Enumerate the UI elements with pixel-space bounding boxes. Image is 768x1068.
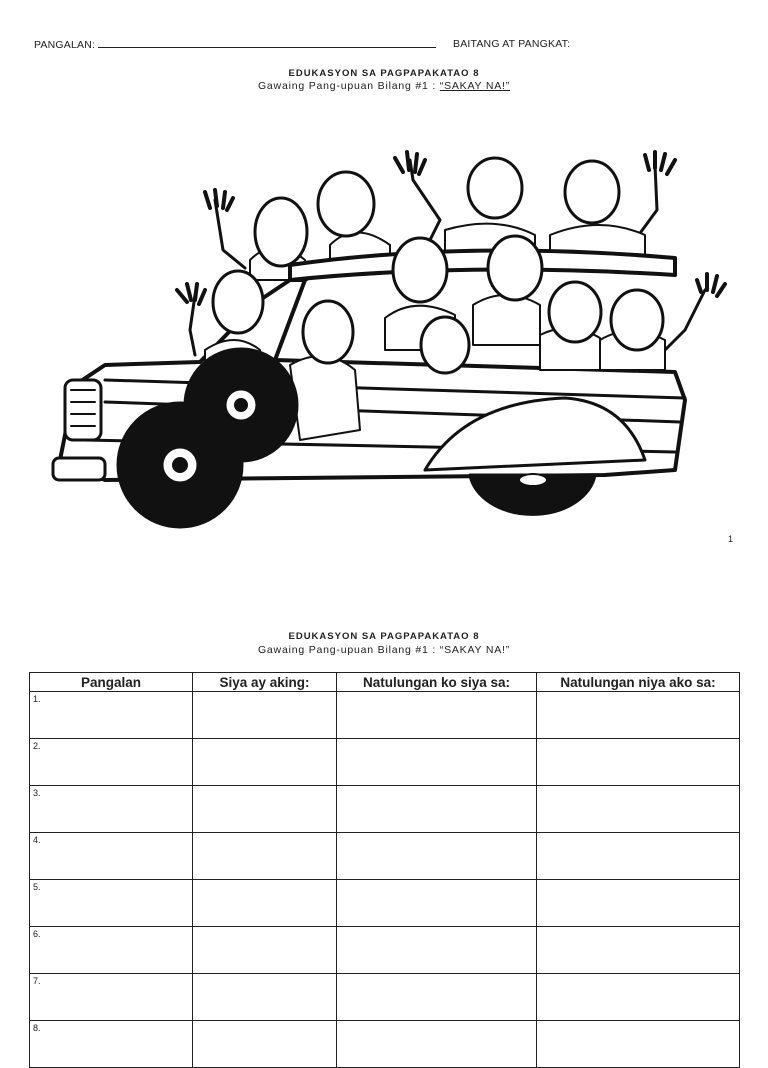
table-cell[interactable]: [193, 880, 337, 927]
table-cell[interactable]: [337, 1021, 537, 1068]
table-cell[interactable]: [337, 692, 537, 739]
table-cell[interactable]: [537, 974, 740, 1021]
table-cell[interactable]: [337, 739, 537, 786]
page1-subtitle: [0, 80, 768, 92]
table-cell[interactable]: [193, 927, 337, 974]
name-blank-line[interactable]: [98, 38, 436, 48]
table-header-row: [30, 673, 740, 692]
name-label: PANGALAN:: [34, 39, 96, 51]
table-row: [30, 692, 740, 739]
table-row: [30, 927, 740, 974]
column-header-helped-me-with: Natulungan niya ako sa:: [537, 673, 740, 692]
jeepney-with-passengers-illustration: [45, 140, 735, 530]
table-cell[interactable]: [537, 833, 740, 880]
table-cell[interactable]: [193, 1021, 337, 1068]
column-header-i-helped-with: Natulungan ko siya sa:: [337, 673, 537, 692]
page1-title: EDUKASYON SA PAGPAPAKATAO 8: [288, 68, 480, 79]
table-cell[interactable]: [193, 786, 337, 833]
table-cell[interactable]: [193, 692, 337, 739]
table-cell[interactable]: [193, 833, 337, 880]
row-number-cell[interactable]: 7.: [30, 974, 193, 1021]
table-row: [30, 739, 740, 786]
row-number-cell[interactable]: 8.: [30, 1021, 193, 1068]
table-cell[interactable]: [537, 927, 740, 974]
table-cell[interactable]: [337, 974, 537, 1021]
page2-subtitle: Gawaing Pang-upuan Bilang #1 : “SAKAY NA!”: [257, 644, 511, 656]
table-cell[interactable]: [337, 880, 537, 927]
row-number-cell[interactable]: 4.: [30, 833, 193, 880]
row-number-cell[interactable]: 3.: [30, 786, 193, 833]
grade-section-label: BAITANG AT PANGKAT:: [453, 38, 571, 50]
name-field: [34, 38, 436, 51]
table-cell[interactable]: [337, 786, 537, 833]
table-row: [30, 786, 740, 833]
table-row: [30, 833, 740, 880]
row-number-cell[interactable]: 2.: [30, 739, 193, 786]
page2-title: EDUKASYON SA PAGPAPAKATAO 8: [288, 631, 480, 642]
table-cell[interactable]: [537, 786, 740, 833]
page-number: 1: [728, 534, 734, 544]
table-cell[interactable]: [537, 692, 740, 739]
table-cell[interactable]: [193, 739, 337, 786]
table-row: [30, 1021, 740, 1068]
table-cell[interactable]: [537, 880, 740, 927]
column-header-name: Pangalan: [30, 673, 193, 692]
row-number-cell[interactable]: 6.: [30, 927, 193, 974]
table-cell[interactable]: [537, 739, 740, 786]
helper-table: [29, 672, 740, 1068]
column-header-relation: Siya ay aking:: [193, 673, 337, 692]
table-row: [30, 880, 740, 927]
row-number-cell[interactable]: 5.: [30, 880, 193, 927]
row-number-cell[interactable]: 1.: [30, 692, 193, 739]
table-cell[interactable]: [337, 927, 537, 974]
table-cell[interactable]: [193, 974, 337, 1021]
table-cell[interactable]: [337, 833, 537, 880]
table-row: [30, 974, 740, 1021]
table-cell[interactable]: [537, 1021, 740, 1068]
page1-subtitle-prefix: Gawaing Pang-upuan Bilang #1 :: [257, 80, 440, 92]
grade-section-field: [453, 38, 570, 50]
page1-subtitle-activity: “SAKAY NA!”: [439, 80, 511, 92]
